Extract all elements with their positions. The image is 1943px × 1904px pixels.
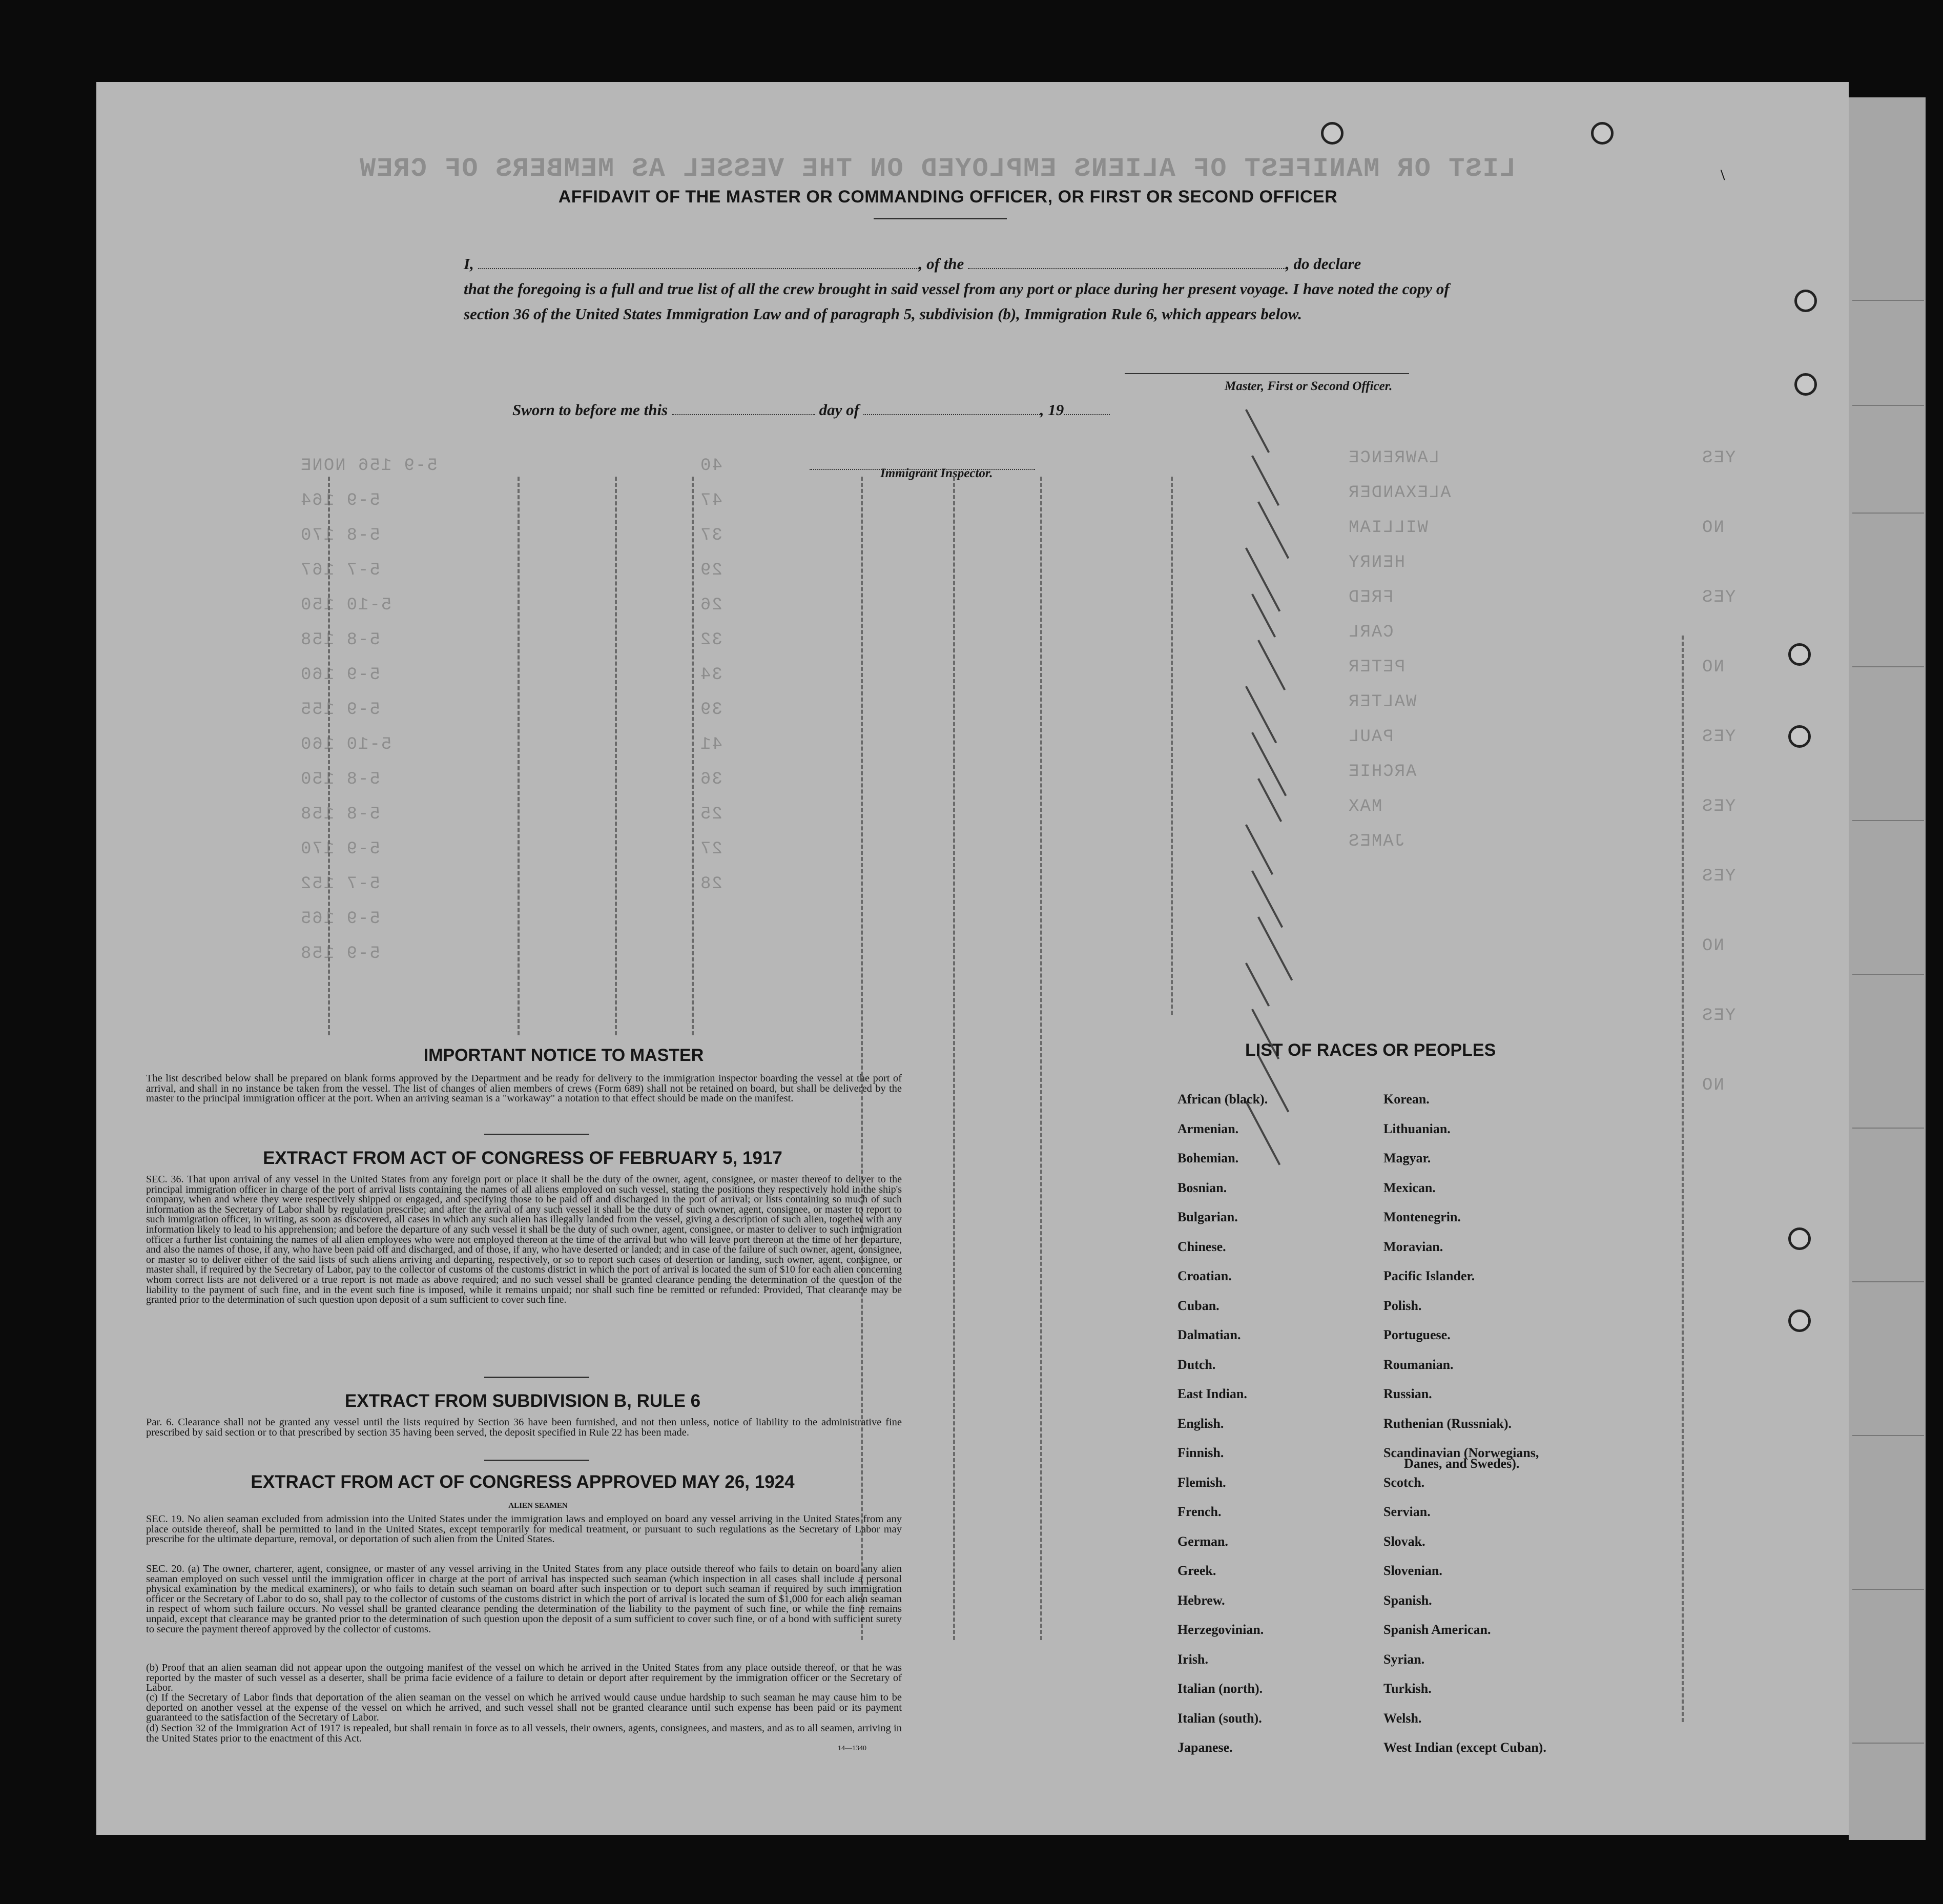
section-divider [484,1460,589,1461]
bleed-age: 40 [699,456,722,476]
bleed-height-weight: 5-9 165 [300,909,380,929]
race-item: African (black). [1177,1092,1268,1107]
vessel-name-field[interactable] [968,256,1286,269]
column-divider [615,477,617,1035]
form-number: 14—1340 [838,1745,866,1752]
affidavit-i: I, [464,255,474,273]
bleed-flag: NO [1701,936,1724,956]
race-item: Croatian. [1177,1268,1232,1283]
race-item: Cuban. [1177,1298,1219,1313]
race-item: Armenian. [1177,1121,1239,1136]
affidavit-of-the: , of the [918,255,964,273]
race-item: English. [1177,1416,1224,1431]
race-item: Slovenian. [1383,1563,1442,1578]
bleed-height-weight: 5-8 158 [300,630,380,650]
column-divider [518,477,520,1035]
race-item: Herzegovinian. [1177,1622,1264,1637]
race-item: Slovak. [1383,1533,1425,1549]
tab-rule [1852,300,1924,301]
affidavit-text [464,251,1458,326]
bleed-flag: NO [1701,518,1724,538]
title-underline [874,218,1007,219]
bleed-age: 28 [699,874,722,894]
race-item: Chinese. [1177,1239,1226,1254]
race-item: Greek. [1177,1563,1216,1578]
tab-rule [1852,1128,1924,1129]
sworn-prefix: Sworn to before me this [512,401,668,419]
tab-rule [1852,974,1924,975]
sworn-line [512,401,1110,419]
extract-1924-sec20b: (b) Proof that an alien seaman did not appear upon the outgoing manifest of the vessel on which he arrived in the United States from any place outside thereof, or that he was reported by the master of such vessel as a deserter, shall be prima facie evidence of a failure to detain or deport after requirement by the immigration officer or the Secretary of Labor. [146,1662,902,1694]
race-item: Moravian. [1383,1239,1443,1254]
signature-line[interactable] [1125,373,1409,374]
notice-text: The list described below shall be prepared on blank forms approved by the Department and be ready for delivery to the immigration inspector boarding the vessel at the port of arrival, and shall in no instance be taken from the vessel. The list of changes of alien members of crews (Form 689) shall not be retained on board, but shall be delivered by the master to the principal immigration officer at the port. When an arriving seaman is a "workaway" a notation to that effect should be made on the manifest. [146,1073,902,1104]
bleed-given-name: ARCHIE [1348,762,1417,782]
column-divider [1682,636,1684,1722]
race-item: Magyar. [1383,1151,1431,1165]
bleed-age: 27 [699,840,722,859]
bleed-age: 41 [699,735,722,754]
inspector-label: Immigrant Inspector. [880,466,993,480]
race-item: Syrian. [1383,1651,1425,1667]
column-divider [692,477,694,1035]
race-item: Bulgarian. [1177,1210,1238,1224]
sworn-day-label: day of [819,401,859,419]
notice-title: IMPORTANT NOTICE TO MASTER [423,1046,704,1065]
race-item: French. [1177,1504,1222,1519]
bleed-given-name: PETER [1348,658,1405,677]
bleed-given-name: HENRY [1348,553,1405,572]
race-item: Russian. [1383,1386,1432,1401]
binder-hole [1788,1227,1811,1250]
bleed-height-weight: 5-8 150 [300,770,380,789]
tab-rule [1852,1435,1924,1436]
bleed-height-weight: 5-7 152 [300,874,380,894]
bleed-height-weight: 5-9 156 NONE [300,456,438,476]
race-item: Japanese. [1177,1740,1233,1755]
race-item: Spanish. [1383,1592,1432,1608]
tab-rule [1852,1743,1924,1744]
bleed-given-name: FRED [1348,588,1394,607]
race-item: Flemish. [1177,1475,1226,1490]
bleed-height-weight: 5-8 158 [300,805,380,824]
race-item: Welsh. [1383,1710,1422,1726]
race-item: Korean. [1383,1092,1430,1107]
bleed-given-name: MAX [1348,797,1382,816]
race-item: Italian (north). [1177,1681,1263,1696]
bleed-flag: YES [1701,797,1736,816]
affidavit-body: that the foregoing is a full and true list of all the crew brought in said vessel from any port or place during her present voyage. I have noted the copy of section 36 of the United States Immigration Law and of paragraph 5, subdivision (b), Immigration Rule 6, which appears below. [464,280,1450,323]
bleed-flag: NO [1701,658,1724,677]
sworn-year-field[interactable] [1064,402,1110,415]
bleed-given-name: PAUL [1348,727,1394,747]
race-item: Spanish American. [1383,1622,1491,1637]
bleed-age: 25 [699,805,722,824]
race-item: German. [1177,1533,1228,1549]
race-item: Bohemian. [1177,1151,1239,1165]
column-divider [1171,477,1173,1015]
race-item: West Indian (except Cuban). [1383,1740,1546,1755]
bleed-age: 32 [699,630,722,650]
bleed-given-name: WALTER [1348,692,1417,712]
column-divider [328,477,330,1035]
bleed-height-weight: 5-9 164 [300,491,380,510]
sworn-year-label: , 19 [1040,401,1064,419]
bleed-flag: YES [1701,727,1736,747]
race-item: Scotch. [1383,1475,1425,1490]
bleed-given-name: LAWRENCE [1348,448,1440,468]
race-item: Irish. [1177,1651,1208,1667]
bleed-age: 47 [699,491,722,510]
race-item: Montenegrin. [1383,1210,1461,1224]
race-item: Bosnian. [1177,1180,1227,1195]
binder-hole [1794,373,1817,396]
index-tab-strip [1849,97,1926,1840]
races-title: LIST OF RACES OR PEOPLES [1245,1040,1496,1060]
bleed-age: 26 [699,596,722,615]
bleed-through-heading: LIST OR MANIFEST OF ALIENS EMPLOYED ON THE VESSEL AS MEMBERS OF CREW [359,154,1516,184]
bleed-flag: YES [1701,1006,1736,1026]
bleed-flag: NO [1701,1076,1724,1095]
tab-rule [1852,1281,1924,1282]
extract-1924-sec20a: SEC. 20. (a) The owner, charterer, agent, consignee, or master of any vessel arriving in the United States from any place outside thereof who fails to detain on board any alien seaman employed on such vessel until the immigration officer in charge at the port of arrival has inspected such seaman (which inspection in all cases shall include a personal physical examination by the medical examiners), or who fails to detain such seaman on board after such inspection or to deport such seaman if required by such immigration officer or the Secretary of Labor to do so, shall pay to the collector of customs of the customs district in which the port of arrival is located the sum of $1,000 for each alien seaman in respect of whom such failure occurs. No vessel shall be granted clearance pending the determination of the liability to the payment of such fine, or while the fine remains unpaid, except that clearance may be granted prior to the determination of such question upon the deposit of a sum sufficient to cover such fine, or of a bond with sufficient surety to secure the payment thereof approved by the collector of customs. [146,1563,902,1635]
bleed-age: 36 [699,770,722,789]
binder-hole [1321,122,1343,145]
extract-1917-text: SEC. 36. That upon arrival of any vessel in the United States from any foreign port or place it shall be the duty of the owner, agent, consignee, or master thereof to deliver to the principal immigration officer in charge of the port of arrival lists containing the names of all aliens employed on such vessel, stating the positions they respectively hold in the ship's company, when and where they were respectively shipped or engaged, and specifying those to be paid off and discharged in the port of arrival; or lists containing so much of such information as the Secretary of Labor shall by regulation prescribe; and after the arrival of any such vessel it shall be the duty of such owner, agent, consignee, or master to report to such immigration officer, in writing, as soon as discovered, all cases in which any such alien has illegally landed from the vessel, giving a description of such alien, together with any information likely to lead to his apprehension; and before the departure of any such vessel it shall be the duty of such owner, agent, consignee, or master to deliver to such immigration officer a further list containing the names of all alien employees who were not employed thereon at the time of the arrival but who will leave port thereon at the time of her departure, and also the names of those, if any, who have been paid off and discharged, and of those, if any, who have deserted or landed; and in case of the failure of such owner, agent, consignee, or master so to deliver either of the said lists of such aliens arriving and departing, respectively, or so to report such cases of desertion or landing, such owner, agent, consignee, or master shall, if required by the Secretary of Labor, pay to the collector of customs of the customs district in which the port of arrival is located the sum of $10 for each alien concerning whom correct lists are not delivered or a true report is not made as above required; and no such vessel shall be granted clearance pending the determination of the question of the liability to the payment of such fine, and in the event such fine is imposed, while it remains unpaid; nor shall such fine be remitted or refunded: Provided, That clearance may be granted prior to the determination of such question upon deposit of a sum sufficient to cover such fine. [146,1174,902,1306]
race-item: Dutch. [1177,1357,1216,1372]
bleed-height-weight: 5-8 170 [300,526,380,545]
race-scandinavian-continued: Danes, and Swedes). [1404,1456,1520,1471]
race-item: Servian. [1383,1504,1431,1519]
race-item: Dalmatian. [1177,1327,1241,1342]
extract-1917-title: EXTRACT FROM ACT OF CONGRESS OF FEBRUARY 5, 1917 [263,1148,782,1168]
race-item: Portuguese. [1383,1327,1451,1342]
tab-rule [1852,513,1924,514]
section-divider [484,1377,589,1378]
bleed-given-name: WILLIAM [1348,518,1428,538]
race-item: Hebrew. [1177,1592,1225,1608]
binder-hole [1788,1309,1811,1332]
corner-tick: \ [1721,167,1725,183]
extract-1924-sec20c: (c) If the Secretary of Labor finds that deportation of the alien seaman on the vessel on which he arrived would cause undue hardship to such seaman he may cause him to be deported on another vessel at the expense of the vessel on which he arrived, and such vessel shall not be granted clearance until such expense has been paid or its payment guaranteed to the satisfaction of the Secretary of Labor. [146,1692,902,1724]
affidavit-declare-line [464,251,1458,276]
race-item: Roumanian. [1383,1357,1454,1372]
alien-seamen-subtitle: ALIEN SEAMEN [508,1502,568,1510]
race-item: Ruthenian (Russniak). [1383,1416,1512,1431]
tab-rule [1852,820,1924,821]
affidavit-title: AFFIDAVIT OF THE MASTER OR COMMANDING OFFICER, OR FIRST OR SECOND OFFICER [558,187,1338,207]
binder-hole [1788,725,1811,748]
race-item: Pacific Islander. [1383,1268,1475,1283]
bleed-height-weight: 5-10 160 [300,735,392,754]
race-item: Lithuanian. [1383,1121,1451,1136]
bleed-given-name: CARL [1348,623,1394,642]
column-divider [953,477,955,1640]
binder-hole [1788,643,1811,666]
race-item: Mexican. [1383,1180,1436,1195]
master-name-field[interactable] [478,256,919,269]
bleed-age: 39 [699,700,722,720]
bleed-flag: YES [1701,588,1736,607]
tab-rule [1852,666,1924,667]
bleed-height-weight: 5-9 160 [300,665,380,685]
tab-rule [1852,405,1924,406]
race-item: Scandinavian (Norwegians, [1383,1445,1539,1460]
binder-hole [1794,290,1817,312]
bleed-given-name: ALEXANDER [1348,483,1451,503]
race-item: East Indian. [1177,1386,1247,1401]
extract-rule6-text: Par. 6. Clearance shall not be granted any vessel until the lists required by Section 36 have been furnished, and not then unless, notice of liability to the administrative fine prescribed by said section or to that prescribed by section 35 having been served, the deposit specified in Rule 22 has been made. [146,1417,902,1438]
bleed-height-weight: 5-7 167 [300,561,380,580]
bleed-height-weight: 5-9 155 [300,700,380,720]
column-divider [1040,477,1042,1640]
signature-label: Master, First or Second Officer. [1225,379,1393,393]
binder-hole [1591,122,1614,145]
extract-rule6-title: EXTRACT FROM SUBDIVISION B, RULE 6 [344,1391,701,1411]
extract-1924-title: EXTRACT FROM ACT OF CONGRESS APPROVED MAY 26, 1924 [251,1472,795,1492]
race-item: Turkish. [1383,1681,1432,1696]
column-divider [861,477,863,1640]
bleed-given-name: JAMES [1348,832,1405,851]
bleed-flag: YES [1701,867,1736,886]
bleed-age: 34 [699,665,722,685]
bleed-height-weight: 5-9 158 [300,944,380,964]
race-item: Polish. [1383,1298,1422,1313]
sworn-date-field[interactable] [672,402,815,415]
extract-1924-sec19: SEC. 19. No alien seaman excluded from admission into the United States under the immigration laws and employed on board any vessel arriving in the United States from any place outside thereof, shall be permitted to land in the United States, except temporarily for medical treatment, or pursuant to such regulations as the Secretary of Labor may prescribe for the ultimate departure, removal, or deportation of such alien from the United States. [146,1513,902,1545]
bleed-height-weight: 5-10 150 [300,596,392,615]
race-item: Finnish. [1177,1445,1224,1460]
bleed-height-weight: 5-9 170 [300,840,380,859]
sworn-month-field[interactable] [863,402,1040,415]
bleed-age: 37 [699,526,722,545]
bleed-age: 29 [699,561,722,580]
affidavit-do-declare: , do declare [1286,255,1361,273]
bleed-flag: YES [1701,448,1736,468]
race-item: Italian (south). [1177,1710,1262,1726]
extract-1924-sec20d: (d) Section 32 of the Immigration Act of 1917 is repealed, but shall remain in force as to all vessels, their owners, agents, consignees, and masters, and as to all seamen, arriving in the United States prior to the enactment of this Act. [146,1723,902,1744]
section-divider [484,1134,589,1135]
tab-rule [1852,1589,1924,1590]
